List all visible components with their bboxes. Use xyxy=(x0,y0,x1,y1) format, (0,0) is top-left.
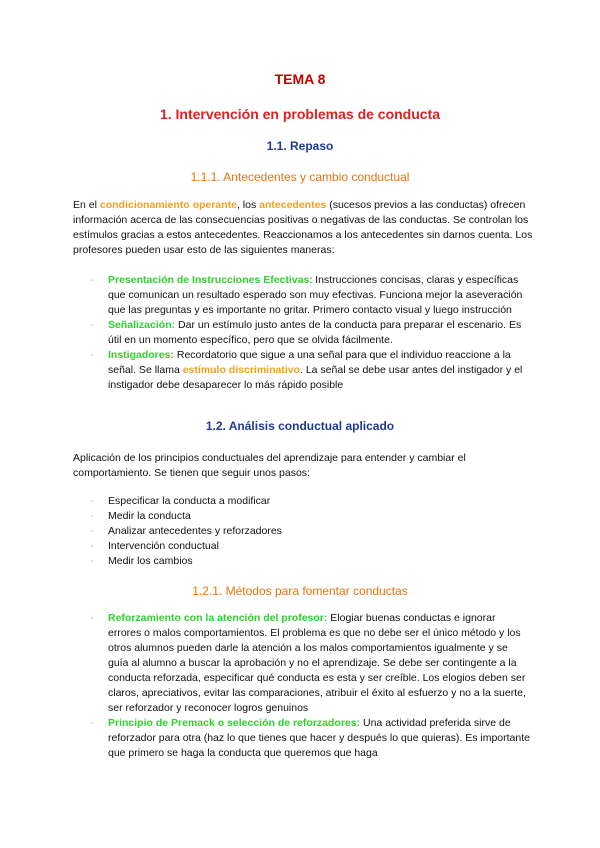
list-item: - Instigadores: Recordatorio que sigue a una señal para que el individuo reaccione a la señal. Se llama estímulo discriminativo. La señal se debe usar antes del instigador y el instigador debe desaparecer lo más rápido posible xyxy=(90,349,523,391)
list-dash: - xyxy=(90,525,94,537)
list-item: - Medir los cambios xyxy=(90,555,193,567)
section-1-title: 1. Intervención en problemas de conducta xyxy=(159,106,441,122)
tema-title: TEMA 8 xyxy=(274,71,326,87)
term: Instigadores: xyxy=(108,349,174,361)
list-dash: - xyxy=(90,495,94,507)
term: Señalización: xyxy=(108,319,176,331)
list-item: - Señalización: Dar un estímulo justo antes de la conducta para preparar el escenario. Es útil en un momento específico, pero que se olvida fácilmente. xyxy=(90,319,522,346)
methods-list xyxy=(90,611,530,761)
list-item: - Reforzamiento con la atención del profesor: Elogiar buenas conductas e ignorar errores o malos comportamientos. El problema es que no debe ser el único método y los otros alumnos pueden darle la atención a los malos comportamientos igualmente y se guía al alumno a buscar la aprobación y no el aprendizaje. Se debe ser contingente a la conducta reforzada, especificar qué conducta es esta y ser creíble. Los elogios deben ser claros, apreciativos, evitar las comparaciones, atribuir el éxito al esfuerzo y no a la suerte, ser reforzador y reconocer logros genuinos xyxy=(90,612,526,714)
keyword-antecedentes: antecedentes xyxy=(259,199,327,211)
term: Reforzamiento con la atención del profesor: xyxy=(108,612,328,624)
term: Principio de Premack o selección de reforzadores: xyxy=(108,717,361,729)
term: Presentación de Instrucciones Efectivas xyxy=(108,274,310,286)
section-1-2-title: 1.2. Análisis conductual aplicado xyxy=(205,419,395,433)
section-1-1-1-title: 1.1.1. Antecedentes y cambio conductual xyxy=(190,170,410,184)
list-item: - Medir la conducta xyxy=(90,510,191,522)
section-1-2-1-title: 1.2.1. Métodos para fomentar conductas xyxy=(192,584,408,598)
list-dash: - xyxy=(90,510,94,522)
section-1-1-title: 1.1. Repaso xyxy=(266,139,334,153)
list-item: - Especificar la conducta a modificar xyxy=(90,495,271,507)
list-dash: - xyxy=(90,555,94,567)
section-1-2-paragraph: Aplicación de los principios conductuales del aprendizaje para entender y cambiar el comportamiento. Se tienen que seguir unos pasos: xyxy=(73,452,466,479)
list-dash: - xyxy=(90,319,94,331)
list-item: - Intervención conductual xyxy=(90,540,219,552)
list-item: - Presentación de Instrucciones Efectivas: Instrucciones concisas, claras y específicas que comunican un resultado esperado son muy efectivas. Funciona mejor la aseveración que las preguntas y es importante no gritar. Primero contacto visual y luego instrucción xyxy=(90,274,523,316)
list-item: - Analizar antecedentes y reforzadores xyxy=(90,525,282,537)
list-dash: - xyxy=(90,349,94,361)
keyword-condicionamiento-operante: condicionamiento operante xyxy=(99,199,237,211)
list-dash: - xyxy=(90,717,94,729)
list-item: - Principio de Premack o selección de reforzadores: Una actividad preferida sirve de reforzador para otra (haz lo que tienes que hacer y después lo que quieras). Es importante que primero se haga la conducta que queremos que haga xyxy=(90,717,530,759)
steps-list xyxy=(90,494,530,569)
list-dash: - xyxy=(90,612,94,624)
list-dash: - xyxy=(90,274,94,286)
intro-paragraph: En el condicionamiento operante, los antecedentes (sucesos previos a las conductas) ofrecen información acerca de las consecuencias positivas o negativas de las conductas. Se controlan los estímulos gracias a estos antecedentes. Reaccionamos a los antecedentes sin darnos cuenta. Los profesores pueden usar esto de las siguientes maneras: xyxy=(73,199,533,256)
keyword-estimulo-discriminativo: estímulo discriminativo xyxy=(182,364,300,376)
list-dash: - xyxy=(90,540,94,552)
antecedentes-list xyxy=(90,273,530,393)
